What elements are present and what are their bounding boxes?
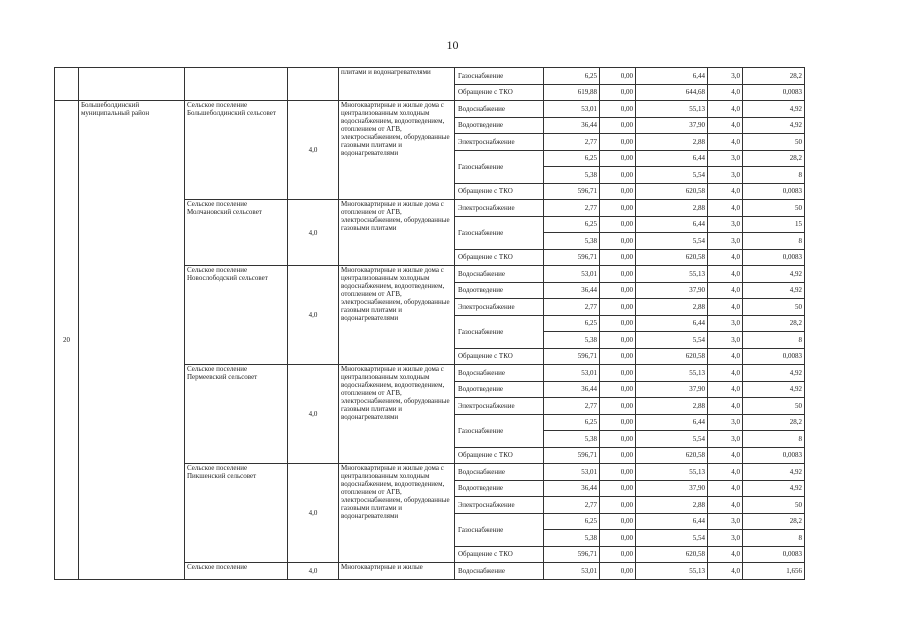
value-cell: 5,38: [544, 233, 600, 250]
value-cell: 53,01: [544, 101, 600, 118]
value-cell: 5,54: [636, 233, 708, 250]
value-cell: 4,92: [743, 282, 805, 299]
value-cell: 3,0: [708, 233, 743, 250]
value-cell: 28,2: [743, 150, 805, 167]
value-cell: 2,77: [544, 497, 600, 514]
value-cell: 0,00: [600, 68, 636, 85]
value-cell: 6,44: [636, 315, 708, 332]
value-cell: 4,0: [708, 447, 743, 464]
value-cell: 2,77: [544, 398, 600, 415]
value-cell: 0,00: [600, 183, 636, 200]
value-cell: 53,01: [544, 464, 600, 481]
value-cell: 55,13: [636, 563, 708, 580]
value-cell: 4,0: [708, 183, 743, 200]
row-number-cell: 20: [55, 101, 79, 580]
value-cell: 55,13: [636, 266, 708, 283]
value-cell: 4,0: [708, 563, 743, 580]
value-cell: 1,656: [743, 563, 805, 580]
index-cell: 4,0: [288, 563, 339, 580]
value-cell: 2,88: [636, 200, 708, 217]
value-cell: 4,0: [708, 464, 743, 481]
value-cell: 4,92: [743, 365, 805, 382]
value-cell: 4,0: [708, 299, 743, 316]
value-cell: 50: [743, 497, 805, 514]
value-cell: 5,54: [636, 332, 708, 349]
value-cell: 6,25: [544, 68, 600, 85]
value-cell: 3,0: [708, 216, 743, 233]
district-cell: [79, 68, 185, 101]
value-cell: 0,00: [600, 117, 636, 134]
value-cell: 0,00: [600, 530, 636, 547]
value-cell: 0,0083: [743, 447, 805, 464]
description-cell: Многоквартирные и жилые дома с централизованным холодным водоснабжением, водоотведением, отоплением от АГВ, электроснабжением, оборудованные газовыми плитами и водонагревателями: [339, 464, 455, 563]
value-cell: 53,01: [544, 365, 600, 382]
value-cell: 28,2: [743, 513, 805, 530]
value-cell: 36,44: [544, 117, 600, 134]
value-cell: 619,88: [544, 84, 600, 101]
value-cell: 2,77: [544, 200, 600, 217]
value-cell: 3,0: [708, 150, 743, 167]
settlement-cell: Сельское поселение Пикшенский сельсовет: [185, 464, 288, 563]
value-cell: 0,00: [600, 546, 636, 563]
value-cell: 3,0: [708, 530, 743, 547]
value-cell: 36,44: [544, 381, 600, 398]
page-number: 10: [446, 38, 459, 52]
value-cell: 2,77: [544, 299, 600, 316]
value-cell: 3,0: [708, 315, 743, 332]
value-cell: 4,0: [708, 381, 743, 398]
table-row: [55, 101, 805, 118]
value-cell: 0,00: [600, 266, 636, 283]
value-cell: 5,54: [636, 530, 708, 547]
service-cell: Водоотведение: [455, 282, 544, 299]
settlement-cell: Сельское поселение Большеболдинский сельсовет: [185, 101, 288, 200]
value-cell: 4,0: [708, 101, 743, 118]
value-cell: 4,0: [708, 365, 743, 382]
value-cell: 0,0083: [743, 84, 805, 101]
value-cell: 2,77: [544, 134, 600, 151]
value-cell: 6,44: [636, 216, 708, 233]
value-cell: 0,00: [600, 299, 636, 316]
value-cell: 8: [743, 431, 805, 448]
value-cell: 4,0: [708, 546, 743, 563]
value-cell: 50: [743, 134, 805, 151]
service-cell: Газоснабжение: [455, 150, 544, 183]
service-cell: Газоснабжение: [455, 315, 544, 348]
value-cell: 5,54: [636, 431, 708, 448]
value-cell: 0,00: [600, 398, 636, 415]
value-cell: 4,0: [708, 398, 743, 415]
value-cell: 6,25: [544, 216, 600, 233]
value-cell: 0,0083: [743, 348, 805, 365]
value-cell: 3,0: [708, 332, 743, 349]
service-cell: Газоснабжение: [455, 414, 544, 447]
value-cell: 4,92: [743, 266, 805, 283]
settlement-cell: Сельское поселение Новослободский сельсовет: [185, 266, 288, 365]
value-cell: 0,00: [600, 332, 636, 349]
value-cell: 37,90: [636, 117, 708, 134]
service-cell: Электроснабжение: [455, 134, 544, 151]
value-cell: 6,25: [544, 150, 600, 167]
service-cell: Электроснабжение: [455, 299, 544, 316]
value-cell: 0,00: [600, 200, 636, 217]
value-cell: 0,0083: [743, 546, 805, 563]
description-cell: плитами и водонагревателями: [339, 68, 455, 101]
value-cell: 0,00: [600, 563, 636, 580]
service-cell: Обращение с ТКО: [455, 183, 544, 200]
settlement-cell: Сельское поселение Молчановский сельсовет: [185, 200, 288, 266]
value-cell: 3,0: [708, 68, 743, 85]
value-cell: 4,92: [743, 381, 805, 398]
value-cell: 6,44: [636, 513, 708, 530]
value-cell: 0,00: [600, 431, 636, 448]
value-cell: 50: [743, 398, 805, 415]
value-cell: 5,38: [544, 530, 600, 547]
value-cell: 36,44: [544, 282, 600, 299]
value-cell: 0,00: [600, 414, 636, 431]
value-cell: 4,0: [708, 117, 743, 134]
value-cell: 0,00: [600, 480, 636, 497]
value-cell: 55,13: [636, 464, 708, 481]
service-cell: Газоснабжение: [455, 68, 544, 85]
value-cell: 644,68: [636, 84, 708, 101]
value-cell: 2,88: [636, 134, 708, 151]
value-cell: 596,71: [544, 546, 600, 563]
service-cell: Водоснабжение: [455, 464, 544, 481]
value-cell: 0,00: [600, 497, 636, 514]
value-cell: 4,0: [708, 84, 743, 101]
value-cell: 3,0: [708, 167, 743, 184]
settlement-cell: Сельское поселение: [185, 563, 288, 580]
value-cell: 6,25: [544, 513, 600, 530]
index-cell: 4,0: [288, 200, 339, 266]
value-cell: 6,25: [544, 315, 600, 332]
value-cell: 4,0: [708, 282, 743, 299]
value-cell: 5,54: [636, 167, 708, 184]
index-cell: 4,0: [288, 266, 339, 365]
value-cell: 53,01: [544, 266, 600, 283]
value-cell: 596,71: [544, 183, 600, 200]
description-cell: Многоквартирные и жилые дома с централизованным холодным водоснабжением, водоотведением, отоплением от АГВ, электроснабжением, оборудованные газовыми плитами и водонагревателями: [339, 266, 455, 365]
value-cell: 37,90: [636, 381, 708, 398]
value-cell: 0,00: [600, 249, 636, 266]
value-cell: 4,92: [743, 117, 805, 134]
value-cell: 5,38: [544, 167, 600, 184]
value-cell: 4,0: [708, 348, 743, 365]
value-cell: 8: [743, 530, 805, 547]
service-cell: Обращение с ТКО: [455, 546, 544, 563]
service-cell: Водоотведение: [455, 381, 544, 398]
service-cell: Водоснабжение: [455, 101, 544, 118]
value-cell: 3,0: [708, 414, 743, 431]
service-cell: Обращение с ТКО: [455, 348, 544, 365]
value-cell: 620,58: [636, 183, 708, 200]
service-cell: Газоснабжение: [455, 216, 544, 249]
value-cell: 55,13: [636, 101, 708, 118]
value-cell: 3,0: [708, 513, 743, 530]
service-cell: Водоотведение: [455, 480, 544, 497]
value-cell: 2,88: [636, 398, 708, 415]
value-cell: 6,25: [544, 414, 600, 431]
value-cell: 0,00: [600, 233, 636, 250]
value-cell: 28,2: [743, 414, 805, 431]
value-cell: 37,90: [636, 480, 708, 497]
value-cell: 0,00: [600, 216, 636, 233]
value-cell: 15: [743, 216, 805, 233]
service-cell: Обращение с ТКО: [455, 249, 544, 266]
value-cell: 620,58: [636, 348, 708, 365]
value-cell: 0,00: [600, 381, 636, 398]
value-cell: 4,92: [743, 464, 805, 481]
value-cell: 0,00: [600, 315, 636, 332]
value-cell: 0,00: [600, 282, 636, 299]
value-cell: 50: [743, 299, 805, 316]
settlement-cell: Сельское поселение Пермеевский сельсовет: [185, 365, 288, 464]
value-cell: 596,71: [544, 249, 600, 266]
tariff-table: [54, 67, 805, 580]
value-cell: 3,0: [708, 431, 743, 448]
value-cell: 0,00: [600, 348, 636, 365]
district-cell: Большеболдинский муниципальный район: [79, 101, 185, 580]
service-cell: Электроснабжение: [455, 398, 544, 415]
value-cell: 36,44: [544, 480, 600, 497]
value-cell: 4,92: [743, 480, 805, 497]
value-cell: 0,00: [600, 464, 636, 481]
value-cell: 2,88: [636, 497, 708, 514]
description-cell: Многоквартирные и жилые дома с отоплением от АГВ, электроснабжением, оборудованные газовыми плитами: [339, 200, 455, 266]
value-cell: 4,0: [708, 497, 743, 514]
index-cell: [288, 68, 339, 101]
row-number-cell: [55, 68, 79, 101]
service-cell: Обращение с ТКО: [455, 447, 544, 464]
value-cell: 0,00: [600, 134, 636, 151]
value-cell: 5,38: [544, 431, 600, 448]
value-cell: 0,00: [600, 167, 636, 184]
value-cell: 620,58: [636, 546, 708, 563]
description-cell: Многоквартирные и жилые дома с централизованным холодным водоснабжением, водоотведением, отоплением от АГВ, электроснабжением, оборудованные газовыми плитами и водонагревателями: [339, 101, 455, 200]
index-cell: 4,0: [288, 464, 339, 563]
service-cell: Электроснабжение: [455, 497, 544, 514]
value-cell: 28,2: [743, 315, 805, 332]
value-cell: 4,0: [708, 249, 743, 266]
value-cell: 6,44: [636, 68, 708, 85]
value-cell: 620,58: [636, 447, 708, 464]
service-cell: Водоснабжение: [455, 365, 544, 382]
value-cell: 0,0083: [743, 249, 805, 266]
value-cell: 55,13: [636, 365, 708, 382]
value-cell: 0,00: [600, 101, 636, 118]
value-cell: 0,00: [600, 447, 636, 464]
value-cell: 0,00: [600, 150, 636, 167]
value-cell: 4,92: [743, 101, 805, 118]
value-cell: 28,2: [743, 68, 805, 85]
value-cell: 5,38: [544, 332, 600, 349]
service-cell: Водоотведение: [455, 117, 544, 134]
table-row: [55, 68, 805, 85]
value-cell: 2,88: [636, 299, 708, 316]
settlement-cell: [185, 68, 288, 101]
value-cell: 0,00: [600, 365, 636, 382]
description-cell: Многоквартирные и жилые дома с централизованным холодным водоснабжением, водоотведением, отоплением от АГВ, электроснабжением, оборудованные газовыми плитами и водонагревателями: [339, 365, 455, 464]
value-cell: 0,0083: [743, 183, 805, 200]
service-cell: Водоснабжение: [455, 266, 544, 283]
index-cell: 4,0: [288, 101, 339, 200]
value-cell: 37,90: [636, 282, 708, 299]
value-cell: 6,44: [636, 414, 708, 431]
value-cell: 4,0: [708, 134, 743, 151]
value-cell: 8: [743, 332, 805, 349]
value-cell: 4,0: [708, 200, 743, 217]
value-cell: 596,71: [544, 348, 600, 365]
service-cell: Обращение с ТКО: [455, 84, 544, 101]
value-cell: 8: [743, 233, 805, 250]
value-cell: 6,44: [636, 150, 708, 167]
value-cell: 8: [743, 167, 805, 184]
value-cell: 620,58: [636, 249, 708, 266]
service-cell: Электроснабжение: [455, 200, 544, 217]
service-cell: Газоснабжение: [455, 513, 544, 546]
value-cell: 53,01: [544, 563, 600, 580]
service-cell: Водоснабжение: [455, 563, 544, 580]
value-cell: 596,71: [544, 447, 600, 464]
value-cell: 4,0: [708, 266, 743, 283]
value-cell: 0,00: [600, 84, 636, 101]
value-cell: 4,0: [708, 480, 743, 497]
description-cell: Многоквартирные и жилые: [339, 563, 455, 580]
index-cell: 4,0: [288, 365, 339, 464]
value-cell: 0,00: [600, 513, 636, 530]
value-cell: 50: [743, 200, 805, 217]
